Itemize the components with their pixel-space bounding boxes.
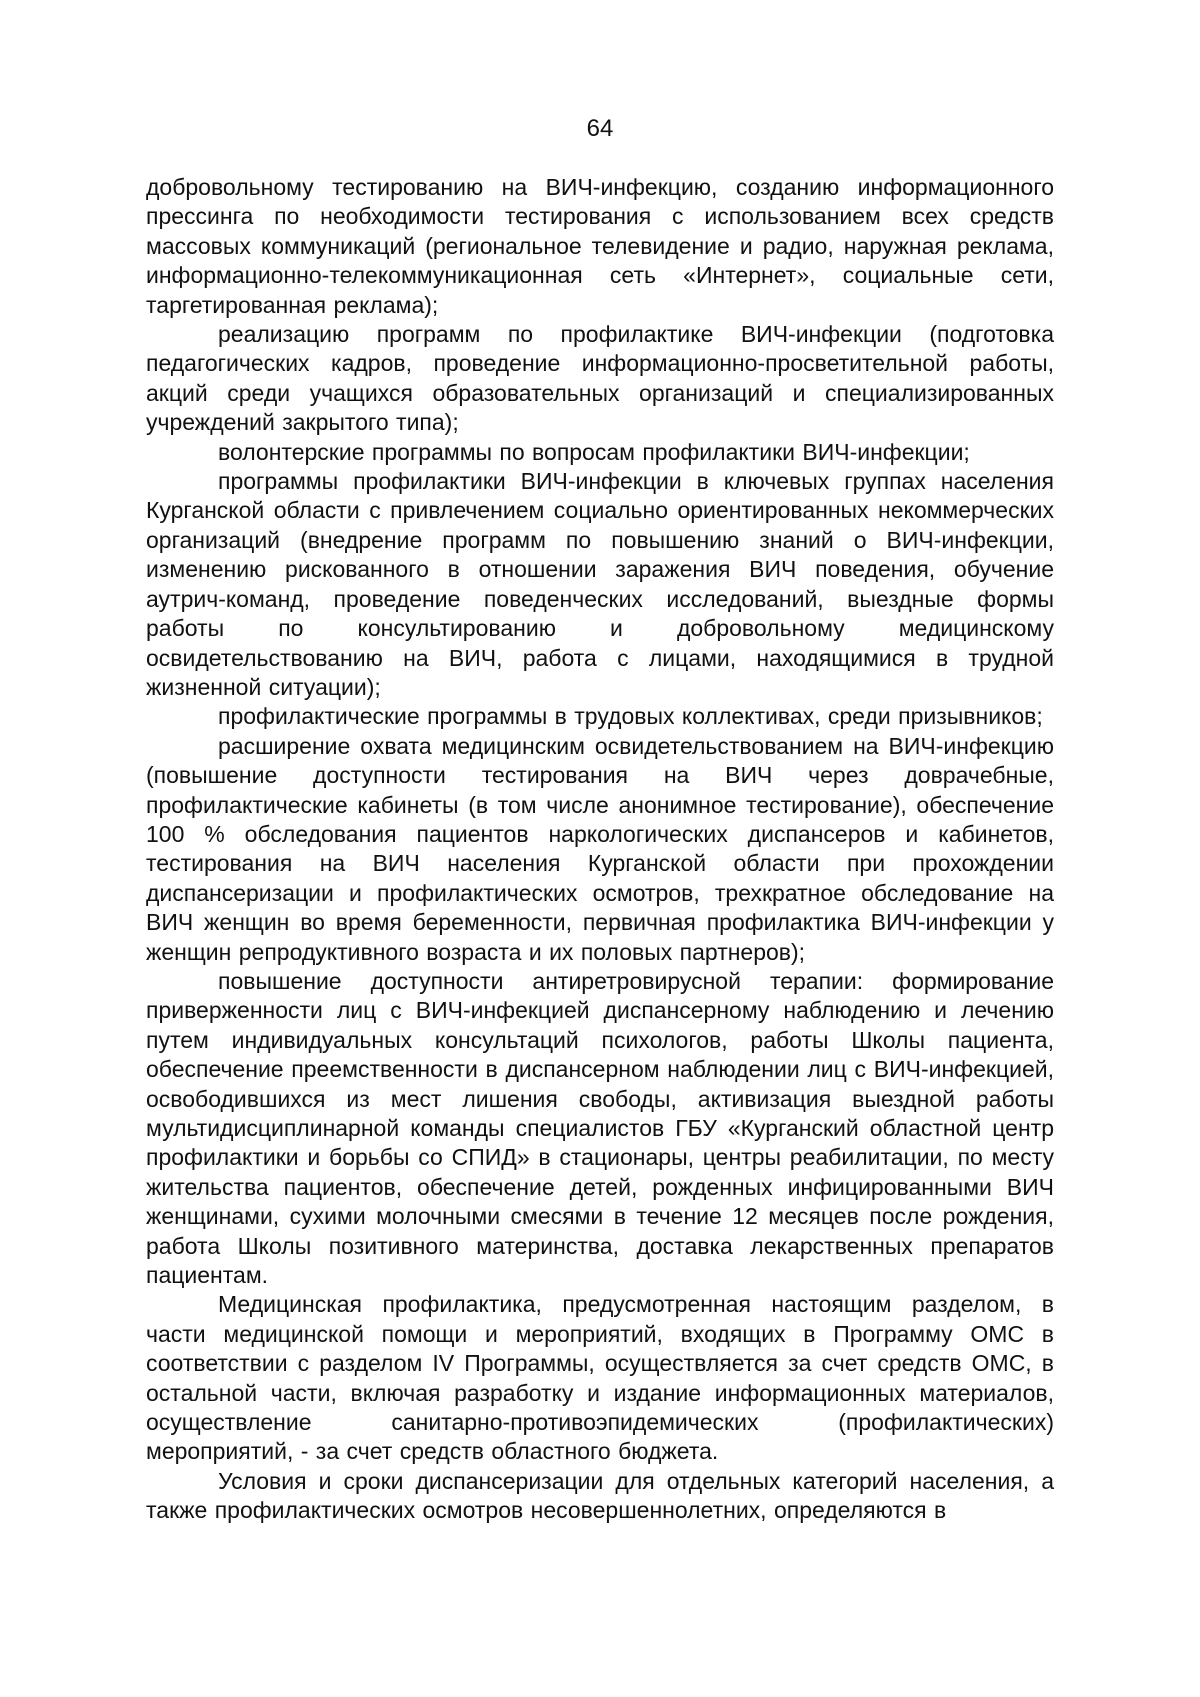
paragraph: программы профилактики ВИЧ-инфекции в ключевых группах населения Курганской области с привлечением социально ориентированных некоммерческих организаций (внедрение программ по повышению знаний о ВИЧ-инфекции, изменению рискованного в отношении заражения ВИЧ поведения, обучение аутрич-команд, проведение поведенческих исследований, выездные формы работы по консультированию и добровольному медицинскому освидетельствованию на ВИЧ, работа с лицами, находящимися в трудной жизненной ситуации); [146,468,1054,700]
paragraph: Медицинская профилактика, предусмотренная настоящим разделом, в части медицинской помощи и мероприятий, входящих в Программу ОМС в соответствии с разделом IV Программы, осуществляется за счет средств ОМС, в остальной части, включая разработку и издание информационных материалов, осуществление санитарно-противоэпидемических (профилактических) мероприятий, - за счет средств областного бюджета. [146,1291,1054,1465]
paragraph: реализацию программ по профилактике ВИЧ-инфекции (подготовка педагогических кадров, проведение информационно-просветительной работы, акций среди учащихся образовательных организаций и специализированных учреждений закрытого типа); [146,321,1054,436]
paragraph: Условия и сроки диспансеризации для отдельных категорий населения, а также профилактических осмотров несовершеннолетних, определяются в [146,1467,1054,1524]
paragraph-continuation: добровольному тестированию на ВИЧ-инфекцию, созданию информационного прессинга по необходимости тестирования с использованием всех средств массовых коммуникаций (региональное телевидение и радио, наружная реклама, информационно-телекоммуникационная сеть «Интернет», социальные сети, таргетированная реклама); [146,174,1054,318]
paragraph: профилактические программы в трудовых коллективах, среди призывников; [218,703,1043,730]
document-body [146,173,1054,1526]
paragraph: волонтерские программы по вопросам профилактики ВИЧ-инфекции; [218,438,970,465]
paragraph: повышение доступности антиретровирусной терапии: формирование приверженности лиц с ВИЧ-инфекцией диспансерному наблюдению и лечению путем индивидуальных консультаций психологов, работы Школы пациента, обеспечение преемственности в диспансерном наблюдении лиц с ВИЧ-инфекцией, освободившихся из мест лишения свободы, активизация выездной работы мультидисциплинарной команды специалистов ГБУ «Курганский областной центр профилактики и борьбы со СПИД» в стационары, центры реабилитации, по месту жительства пациентов, обеспечение детей, рожденных инфицированными ВИЧ женщинами, сухими молочными смесями в течение 12 месяцев после рождения, работа Школы позитивного материнства, доставка лекарственных препаратов пациентам. [146,967,1054,1289]
paragraph: расширение охвата медицинским освидетельствованием на ВИЧ-инфекцию (повышение доступности тестирования на ВИЧ через доврачебные, профилактические кабинеты (в том числе анонимное тестирование), обеспечение 100 % обследования пациентов наркологических диспансеров и кабинетов, тестирования на ВИЧ населения Курганской области при прохождении диспансеризации и профилактических осмотров, трехкратное обследование на ВИЧ женщин во время беременности, первичная профилактика ВИЧ-инфекции у женщин репродуктивного возраста и их половых партнеров); [146,732,1054,965]
page-number: 64 [586,115,614,142]
